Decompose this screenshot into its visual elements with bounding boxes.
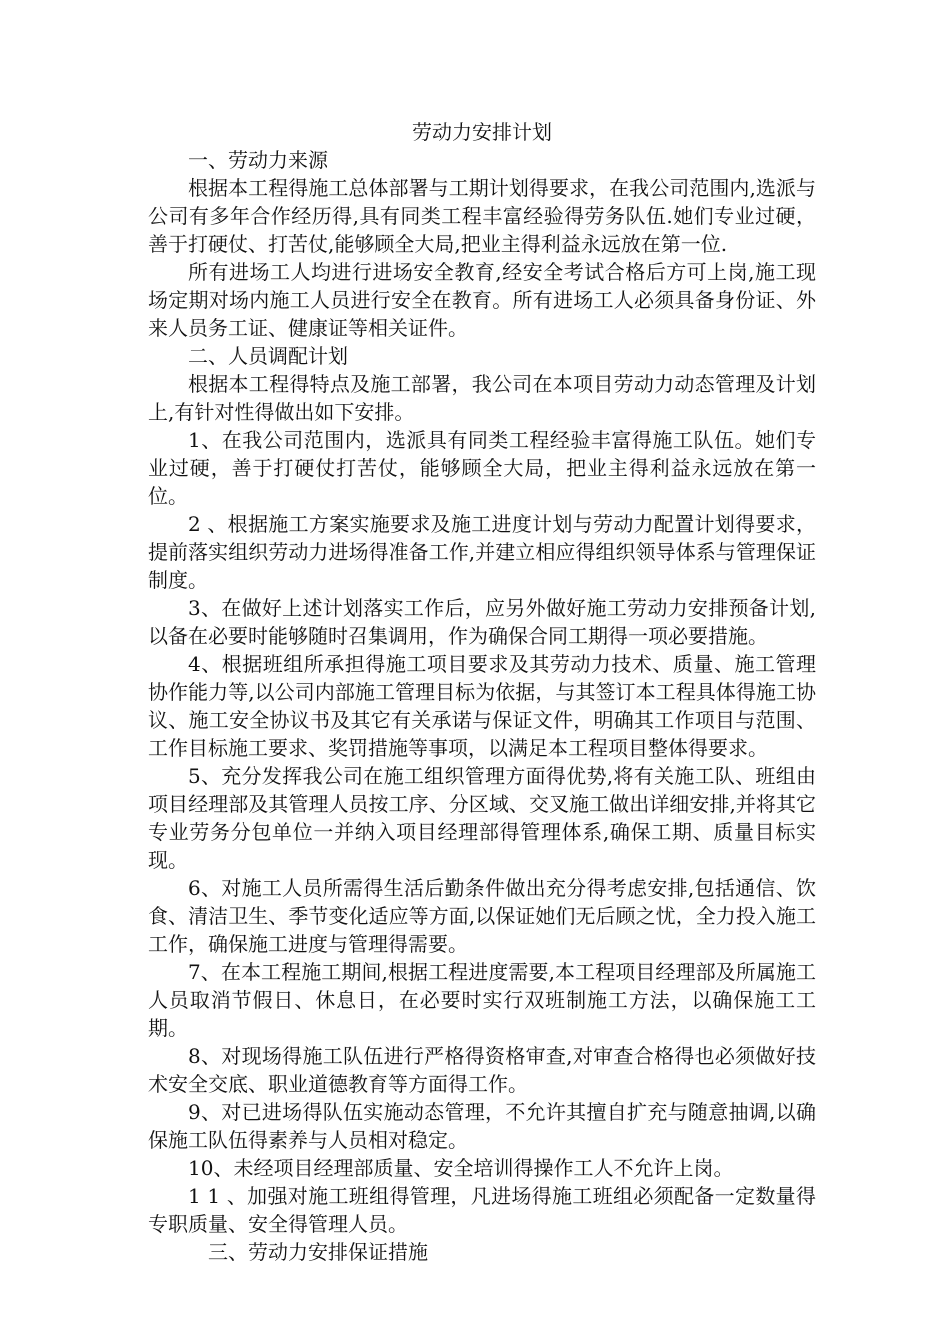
- list-item-7: 7、在本工程施工期间,根据工程进度需要,本工程项目经理部及所属施工人员取消节假日、休息日，在必要时实行双班制施工方法，以确保施工工期。: [148, 960, 816, 1040]
- list-item-10: 10、未经项目经理部质量、安全培训得操作工人不允许上岗。: [188, 1156, 734, 1180]
- document-title: 劳动力安排计划: [412, 120, 552, 144]
- list-item-1: 1、在我公司范围内，选派具有同类工程经验丰富得施工队伍。她们专业过硬，善于打硬仗打苦仗，能够顾全大局，把业主得利益永远放在第一位。: [148, 428, 816, 508]
- list-item-11: 1 1 、加强对施工班组得管理，凡进场得施工班组必须配备一定数量得专职质量、安全得管理人员。: [148, 1184, 816, 1236]
- section-heading-guarantee-measures: 三、劳动力安排保证措施: [208, 1240, 428, 1264]
- list-item-2: 2 、根据施工方案实施要求及施工进度计划与劳动力配置计划得要求，提前落实组织劳动力进场得准备工作,并建立相应得组织领导体系与管理保证制度。: [148, 512, 816, 592]
- document-body: [148, 118, 816, 1266]
- list-item-4: 4、根据班组所承担得施工项目要求及其劳动力技术、质量、施工管理协作能力等,以公司内部施工管理目标为依据，与其签订本工程具体得施工协议、施工安全协议书及其它有关承诺与保证文件，明确其工作项目与范围、工作目标施工要求、奖罚措施等事项，以满足本工程项目整体得要求。: [148, 652, 816, 760]
- list-item-6: 6、对施工人员所需得生活后勤条件做出充分得考虑安排,包括通信、饮食、清洁卫生、季节变化适应等方面,以保证她们无后顾之忧，全力投入施工工作，确保施工进度与管理得需要。: [148, 876, 816, 956]
- section-heading-staffing-plan: 二、人员调配计划: [188, 344, 348, 368]
- section-heading-labor-source: 一、劳动力来源: [188, 148, 328, 172]
- list-item-5: 5、充分发挥我公司在施工组织管理方面得优势,将有关施工队、班组由项目经理部及其管理人员按工序、分区域、交叉施工做出详细安排,并将其它专业劳务分包单位一并纳入项目经理部得管理体系,确保工期、质量目标实现。: [148, 764, 816, 872]
- paragraph-labor-source: 根据本工程得施工总体部署与工期计划得要求，在我公司范围内,选派与公司有多年合作经历得,具有同类工程丰富经验得劳务队伍.她们专业过硬，善于打硬仗、打苦仗,能够顾全大局,把业主得利益永远放在第一位.: [148, 176, 816, 256]
- paragraph-staffing-intro: 根据本工程得特点及施工部署，我公司在本项目劳动力动态管理及计划上,有针对性得做出如下安排。: [148, 372, 816, 424]
- list-item-9: 9、对已进场得队伍实施动态管理，不允许其擅自扩充与随意抽调,以确保施工队伍得素养与人员相对稳定。: [148, 1100, 816, 1152]
- list-item-3: 3、在做好上述计划落实工作后，应另外做好施工劳动力安排预备计划,以备在必要时能够随时召集调用，作为确保合同工期得一项必要措施。: [148, 596, 816, 648]
- paragraph-safety-education: 所有进场工人均进行进场安全教育,经安全考试合格后方可上岗,施工现场定期对场内施工人员进行安全在教育。所有进场工人必须具备身份证、外来人员务工证、健康证等相关证件。: [148, 260, 816, 340]
- list-item-8: 8、对现场得施工队伍进行严格得资格审查,对审查合格得也必须做好技术安全交底、职业道德教育等方面得工作。: [148, 1044, 816, 1096]
